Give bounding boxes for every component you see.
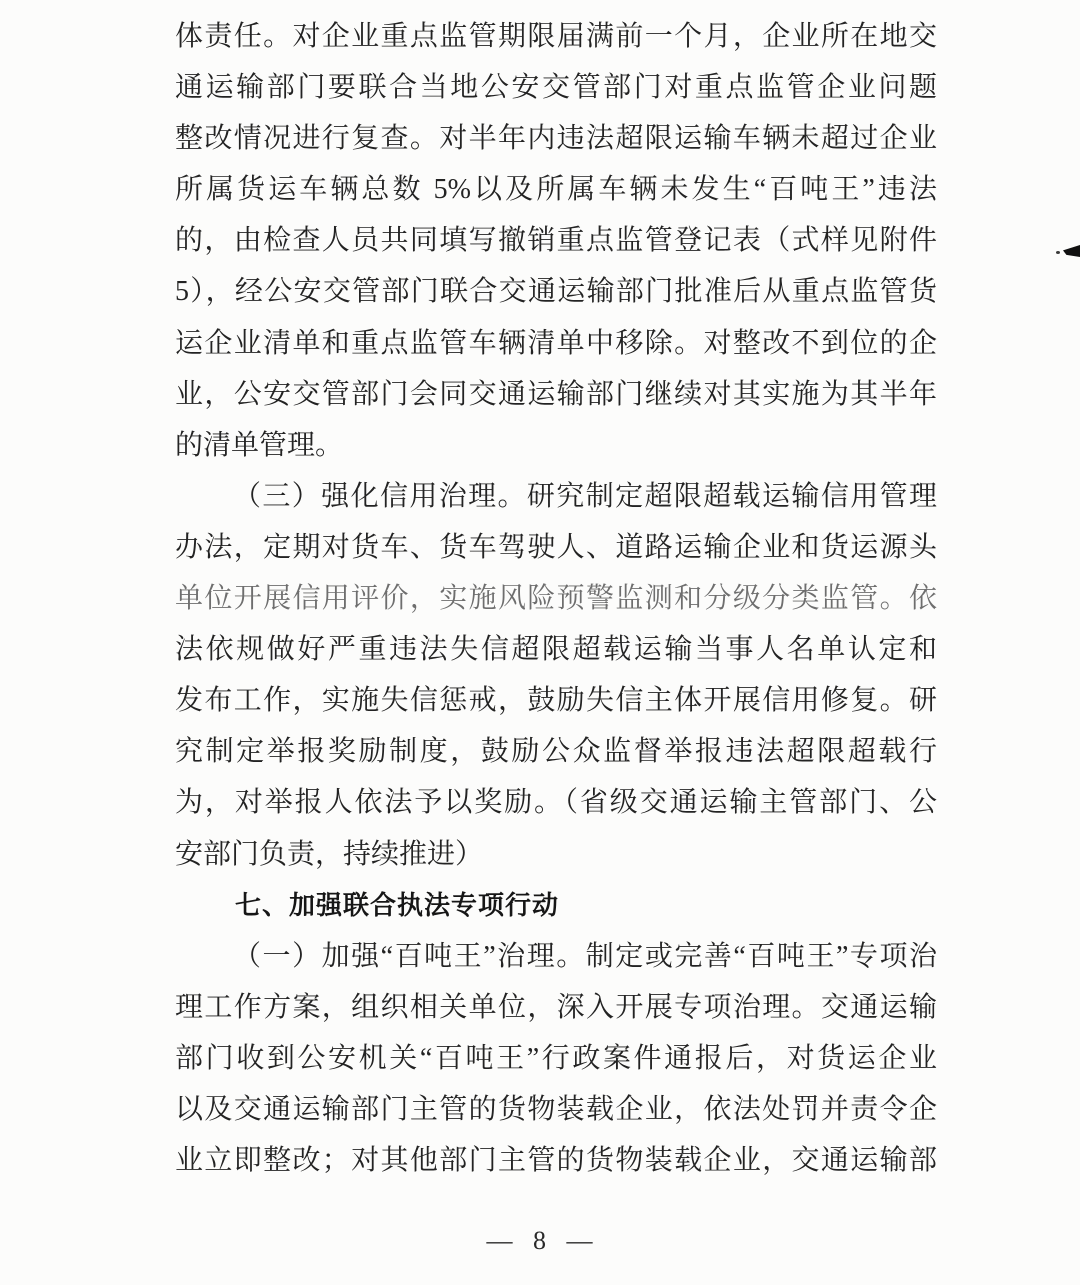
text-line: 所属货运车辆总数 5%以及所属车辆未发生“百吨王”违法 [175,174,937,206]
text-line: 部门收到公安机关“百吨王”行政案件通报后，对货运企业 [175,1042,937,1074]
text-line: 通运输部门要联合当地公安交管部门对重点监管企业问题 [175,72,937,104]
text-line: 整改情况进行复查。对半年内违法超限运输车辆未超过企业 [175,123,937,155]
text-line: 5），经公安交管部门联合交通运输部门批准后从重点监管货 [175,276,937,308]
text-line: 体责任。对企业重点监管期限届满前一个月，企业所在地交 [175,21,937,52]
document-body [175,11,937,1186]
text-line-paragraph-start: （一）加强“百吨王”治理。制定或完善“百吨王”专项治 [233,940,937,972]
text-line-paragraph-start: （三）强化信用治理。研究制定超限超载运输信用管理 [233,480,937,512]
text-line: 办法，定期对货车、货车驾驶人、道路运输企业和货运源头 [175,531,937,563]
scan-ink-artifact [1054,243,1080,259]
text-line-paragraph-end: 的清单管理。 [175,429,344,461]
text-line: 法依规做好严重违法失信超限超载运输当事人名单认定和 [175,634,937,666]
ink-wedge [1063,245,1080,257]
text-line: 的，由检查人员共同填写撤销重点监管登记表（式样见附件 [175,225,937,257]
text-line-faded: 单位开展信用评价，实施风险预警监测和分级分类监管。依 [175,583,937,615]
ink-dot [1056,251,1060,254]
text-line: 究制定举报奖励制度，鼓励公众监督举报违法超限超载行 [175,736,937,768]
text-line: 为，对举报人依法予以奖励。（省级交通运输主管部门、公 [175,787,937,819]
text-line: 运企业清单和重点监管车辆清单中移除。对整改不到位的企 [175,327,937,359]
text-line-paragraph-end: 安部门负责，持续推进） [175,838,484,870]
text-line: 理工作方案，组织相关单位，深入开展专项治理。交通运输 [175,991,937,1023]
page-number-footer: — 8 — [486,1226,594,1255]
text-line: 业，公安交管部门会同交通运输部门继续对其实施为其半年 [175,378,937,410]
text-line: 以及交通运输部门主管的货物装载企业，依法处罚并责令企 [175,1093,937,1125]
text-line: 业立即整改；对其他部门主管的货物装载企业，交通运输部 [175,1145,937,1177]
text-line: 发布工作，实施失信惩戒，鼓励失信主体开展信用修复。研 [175,685,937,717]
section-heading: 七、加强联合执法专项行动 [235,889,560,920]
